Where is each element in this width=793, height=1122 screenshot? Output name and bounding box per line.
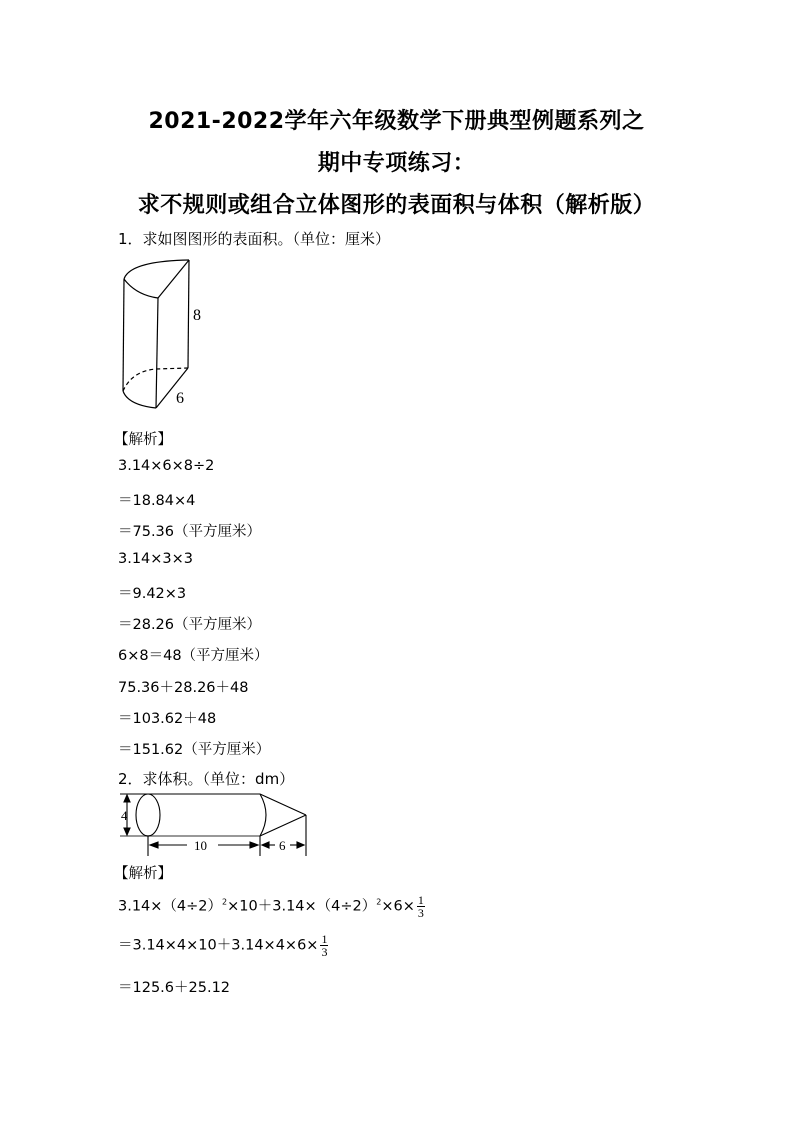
fraction-one-third: $\frac{1}{3}$	[417, 893, 424, 920]
question-2-prompt: 2．求体积。（单位：dm）	[118, 770, 295, 788]
fraction-one-third: $\frac{1}{3}$	[321, 932, 328, 959]
q1-step-5: ＝9.42×3	[118, 586, 187, 602]
q2-step-3: ＝125.6＋25.12	[118, 980, 231, 996]
figure-2-cone-length-label: 6	[279, 838, 286, 853]
q2-step-1-part-b: ×10＋3.14×（4÷2）	[227, 898, 377, 915]
document-title-line-2: 期中专项练习：	[317, 151, 476, 176]
q1-step-10: ＝151.62（平方厘米）	[118, 742, 271, 758]
q2-step-1	[118, 894, 425, 919]
figure-1-height-label: 8	[193, 307, 201, 324]
exponent: 2	[376, 897, 382, 907]
q2-step-2-part-a: ＝3.14×4×10＋3.14×4×6×	[118, 937, 319, 954]
q1-step-8: 75.36＋28.26＋48	[118, 680, 249, 696]
exponent: 2	[222, 897, 228, 907]
half-cylinder-figure	[110, 255, 220, 415]
question-1-analysis-label: 【解析】	[114, 432, 172, 448]
q1-step-1: 3.14×6×8÷2	[118, 458, 215, 474]
cylinder-cone-figure	[115, 788, 315, 858]
document-title-line-1: 2021-2022学年六年级数学下册典型例题系列之	[148, 109, 645, 134]
q1-step-6: ＝28.26（平方厘米）	[118, 617, 262, 633]
question-1-prompt: 1．求如图图形的表面积。（单位：厘米）	[118, 230, 391, 248]
q1-step-7: 6×8＝48（平方厘米）	[118, 648, 269, 664]
document-title-line-3: 求不规则或组合立体图形的表面积与体积（解析版）	[137, 193, 656, 218]
figure-2-diameter-label: 4	[121, 808, 128, 823]
question-2-analysis-label: 【解析】	[114, 866, 172, 882]
q2-step-2	[118, 933, 328, 958]
q1-step-9: ＝103.62＋48	[118, 711, 217, 727]
figure-2-cylinder-length-label: 10	[194, 838, 207, 853]
q1-step-3: ＝75.36（平方厘米）	[118, 524, 262, 540]
q2-step-1-part-c: ×6×	[381, 898, 415, 915]
figure-1-diameter-label: 6	[176, 390, 184, 407]
q1-step-4: 3.14×3×3	[118, 551, 194, 567]
q2-step-1-part-a: 3.14×（4÷2）	[118, 898, 223, 915]
q1-step-2: ＝18.84×4	[118, 493, 196, 509]
